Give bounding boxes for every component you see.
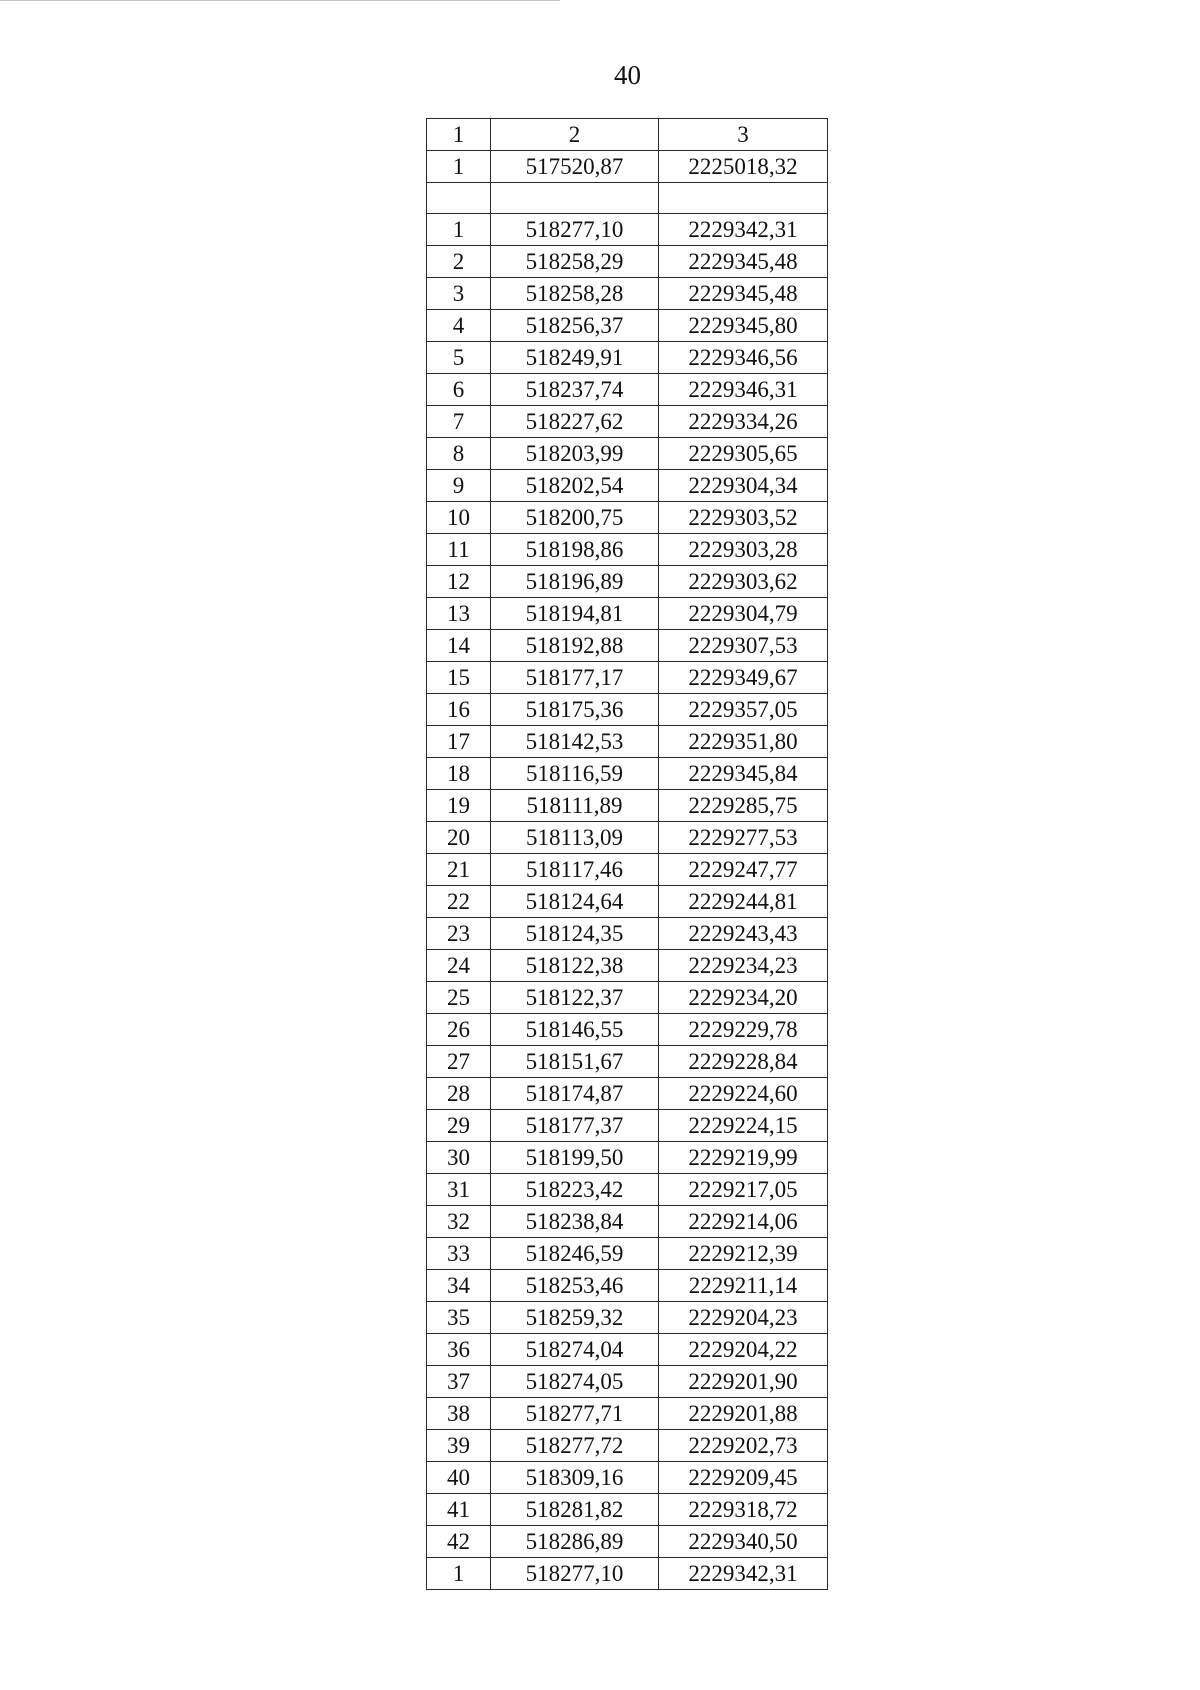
- y-coordinate-cell: 2229334,26: [659, 406, 828, 438]
- point-number-cell: 12: [427, 566, 491, 598]
- y-coordinate-cell: 2229224,60: [659, 1078, 828, 1110]
- x-coordinate-cell: 518237,74: [491, 374, 659, 406]
- x-coordinate-cell: 518196,89: [491, 566, 659, 598]
- point-number-cell: 6: [427, 374, 491, 406]
- empty-cell: [659, 183, 828, 214]
- point-number-cell: 11: [427, 534, 491, 566]
- y-coordinate-cell: 2229351,80: [659, 726, 828, 758]
- table-row: [427, 630, 828, 662]
- y-coordinate-cell: 2229209,45: [659, 1462, 828, 1494]
- y-coordinate-cell: 2229349,67: [659, 662, 828, 694]
- point-number-cell: 1: [427, 214, 491, 246]
- table-row: [427, 214, 828, 246]
- table-row: [427, 1302, 828, 1334]
- table-row: [427, 1558, 828, 1590]
- table-row: [427, 1430, 828, 1462]
- table-row: [427, 1110, 828, 1142]
- y-coordinate-cell: 2229357,05: [659, 694, 828, 726]
- y-coordinate-cell: 2229346,31: [659, 374, 828, 406]
- y-coordinate-cell: 2229342,31: [659, 214, 828, 246]
- point-number-cell: 15: [427, 662, 491, 694]
- point-number-cell: 20: [427, 822, 491, 854]
- table-row: [427, 502, 828, 534]
- y-coordinate-cell: 2229345,48: [659, 246, 828, 278]
- y-coordinate-cell: 2229201,90: [659, 1366, 828, 1398]
- y-coordinate-cell: 2229303,52: [659, 502, 828, 534]
- table-row: [427, 406, 828, 438]
- x-coordinate-cell: 518117,46: [491, 854, 659, 886]
- table-row: [427, 1334, 828, 1366]
- x-coordinate-cell: 518200,75: [491, 502, 659, 534]
- table-row: [427, 438, 828, 470]
- point-number-cell: 21: [427, 854, 491, 886]
- y-coordinate-cell: 2229229,78: [659, 1014, 828, 1046]
- y-coordinate-cell: 2229217,05: [659, 1174, 828, 1206]
- empty-separator-row: [427, 183, 828, 214]
- table-row: [427, 278, 828, 310]
- empty-cell: [491, 183, 659, 214]
- table-row: [427, 1142, 828, 1174]
- x-coordinate-cell: 517520,87: [491, 151, 659, 183]
- y-coordinate-cell: 2225018,32: [659, 151, 828, 183]
- point-number-cell: 23: [427, 918, 491, 950]
- point-number-cell: 2: [427, 246, 491, 278]
- point-number-cell: 14: [427, 630, 491, 662]
- x-coordinate-cell: 518122,37: [491, 982, 659, 1014]
- point-number-cell: 24: [427, 950, 491, 982]
- y-coordinate-cell: 2229346,56: [659, 342, 828, 374]
- y-coordinate-cell: 2229345,48: [659, 278, 828, 310]
- table-row: [427, 566, 828, 598]
- x-coordinate-cell: 518202,54: [491, 470, 659, 502]
- table-row: [427, 246, 828, 278]
- y-coordinate-cell: 2229234,20: [659, 982, 828, 1014]
- y-coordinate-cell: 2229303,28: [659, 534, 828, 566]
- table-row: [427, 790, 828, 822]
- y-coordinate-cell: 2229345,84: [659, 758, 828, 790]
- table-row: [427, 1270, 828, 1302]
- y-coordinate-cell: 2229244,81: [659, 886, 828, 918]
- table-row: [427, 1398, 828, 1430]
- x-coordinate-cell: 518274,04: [491, 1334, 659, 1366]
- point-number-cell: 22: [427, 886, 491, 918]
- y-coordinate-cell: 2229243,43: [659, 918, 828, 950]
- y-coordinate-cell: 2229285,75: [659, 790, 828, 822]
- point-number-cell: 17: [427, 726, 491, 758]
- coordinates-table-body: [427, 119, 828, 1590]
- y-coordinate-cell: 2229304,34: [659, 470, 828, 502]
- table-row: [427, 1238, 828, 1270]
- y-coordinate-cell: 2229340,50: [659, 1526, 828, 1558]
- x-coordinate-cell: 518192,88: [491, 630, 659, 662]
- point-number-cell: 25: [427, 982, 491, 1014]
- point-number-cell: 13: [427, 598, 491, 630]
- point-number-cell: 42: [427, 1526, 491, 1558]
- x-coordinate-cell: 518277,71: [491, 1398, 659, 1430]
- y-coordinate-cell: 2229214,06: [659, 1206, 828, 1238]
- table-row: [427, 822, 828, 854]
- point-number-cell: 39: [427, 1430, 491, 1462]
- y-coordinate-cell: 2229228,84: [659, 1046, 828, 1078]
- table-row: [427, 470, 828, 502]
- x-coordinate-cell: 518249,91: [491, 342, 659, 374]
- x-coordinate-cell: 518238,84: [491, 1206, 659, 1238]
- x-coordinate-cell: 518198,86: [491, 534, 659, 566]
- point-number-cell: 35: [427, 1302, 491, 1334]
- point-number-cell: 29: [427, 1110, 491, 1142]
- y-coordinate-cell: 2229201,88: [659, 1398, 828, 1430]
- point-number-cell: 19: [427, 790, 491, 822]
- point-number-cell: 16: [427, 694, 491, 726]
- point-number-cell: 36: [427, 1334, 491, 1366]
- empty-cell: [427, 183, 491, 214]
- table-row: [427, 1174, 828, 1206]
- header-cell: 3: [659, 119, 828, 151]
- table-row: [427, 694, 828, 726]
- point-number-cell: 31: [427, 1174, 491, 1206]
- table-row: [427, 1462, 828, 1494]
- x-coordinate-cell: 518142,53: [491, 726, 659, 758]
- table-row: [427, 918, 828, 950]
- x-coordinate-cell: 518277,10: [491, 1558, 659, 1590]
- y-coordinate-cell: 2229204,22: [659, 1334, 828, 1366]
- x-coordinate-cell: 518194,81: [491, 598, 659, 630]
- point-number-cell: 41: [427, 1494, 491, 1526]
- y-coordinate-cell: 2229305,65: [659, 438, 828, 470]
- table-row: [427, 342, 828, 374]
- y-coordinate-cell: 2229224,15: [659, 1110, 828, 1142]
- point-number-cell: 28: [427, 1078, 491, 1110]
- table-row: [427, 1494, 828, 1526]
- y-coordinate-cell: 2229277,53: [659, 822, 828, 854]
- point-number-cell: 38: [427, 1398, 491, 1430]
- point-number-cell: 3: [427, 278, 491, 310]
- point-number-cell: 18: [427, 758, 491, 790]
- x-coordinate-cell: 518274,05: [491, 1366, 659, 1398]
- x-coordinate-cell: 518259,32: [491, 1302, 659, 1334]
- point-number-cell: 27: [427, 1046, 491, 1078]
- table-row: [427, 726, 828, 758]
- table-row: [427, 598, 828, 630]
- table-row: [427, 1014, 828, 1046]
- x-coordinate-cell: 518258,29: [491, 246, 659, 278]
- x-coordinate-cell: 518277,72: [491, 1430, 659, 1462]
- scan-edge-line: [0, 0, 560, 1]
- table-row: [427, 950, 828, 982]
- point-number-cell: 1: [427, 151, 491, 183]
- table-row: [427, 310, 828, 342]
- header-cell: 2: [491, 119, 659, 151]
- x-coordinate-cell: 518223,42: [491, 1174, 659, 1206]
- x-coordinate-cell: 518203,99: [491, 438, 659, 470]
- table-row: [427, 1366, 828, 1398]
- y-coordinate-cell: 2229204,23: [659, 1302, 828, 1334]
- table-row: [427, 534, 828, 566]
- table-row: [427, 1046, 828, 1078]
- x-coordinate-cell: 518177,17: [491, 662, 659, 694]
- y-coordinate-cell: 2229342,31: [659, 1558, 828, 1590]
- table-row: [427, 854, 828, 886]
- point-number-cell: 1: [427, 1558, 491, 1590]
- table-row: [427, 1078, 828, 1110]
- x-coordinate-cell: 518124,64: [491, 886, 659, 918]
- x-coordinate-cell: 518227,62: [491, 406, 659, 438]
- x-coordinate-cell: 518256,37: [491, 310, 659, 342]
- y-coordinate-cell: 2229247,77: [659, 854, 828, 886]
- y-coordinate-cell: 2229202,73: [659, 1430, 828, 1462]
- point-number-cell: 4: [427, 310, 491, 342]
- x-coordinate-cell: 518277,10: [491, 214, 659, 246]
- point-number-cell: 40: [427, 1462, 491, 1494]
- x-coordinate-cell: 518175,36: [491, 694, 659, 726]
- point-number-cell: 32: [427, 1206, 491, 1238]
- point-number-cell: 34: [427, 1270, 491, 1302]
- page-number: 40: [614, 60, 641, 90]
- table-row: [427, 1526, 828, 1558]
- point-number-cell: 37: [427, 1366, 491, 1398]
- x-coordinate-cell: 518146,55: [491, 1014, 659, 1046]
- y-coordinate-cell: 2229318,72: [659, 1494, 828, 1526]
- x-coordinate-cell: 518286,89: [491, 1526, 659, 1558]
- point-number-cell: 5: [427, 342, 491, 374]
- y-coordinate-cell: 2229211,14: [659, 1270, 828, 1302]
- y-coordinate-cell: 2229307,53: [659, 630, 828, 662]
- point-number-cell: 10: [427, 502, 491, 534]
- table-row: [427, 374, 828, 406]
- table-row: [427, 1206, 828, 1238]
- coordinates-table: [426, 118, 828, 1590]
- table-header-row: [427, 119, 828, 151]
- x-coordinate-cell: 518177,37: [491, 1110, 659, 1142]
- x-coordinate-cell: 518174,87: [491, 1078, 659, 1110]
- point-number-cell: 26: [427, 1014, 491, 1046]
- x-coordinate-cell: 518124,35: [491, 918, 659, 950]
- x-coordinate-cell: 518151,67: [491, 1046, 659, 1078]
- y-coordinate-cell: 2229304,79: [659, 598, 828, 630]
- header-cell: 1: [427, 119, 491, 151]
- x-coordinate-cell: 518258,28: [491, 278, 659, 310]
- x-coordinate-cell: 518281,82: [491, 1494, 659, 1526]
- point-number-cell: 30: [427, 1142, 491, 1174]
- x-coordinate-cell: 518122,38: [491, 950, 659, 982]
- point-number-cell: 33: [427, 1238, 491, 1270]
- y-coordinate-cell: 2229345,80: [659, 310, 828, 342]
- table-row: [427, 151, 828, 183]
- x-coordinate-cell: 518246,59: [491, 1238, 659, 1270]
- table-row: [427, 758, 828, 790]
- point-number-cell: 7: [427, 406, 491, 438]
- x-coordinate-cell: 518113,09: [491, 822, 659, 854]
- table-row: [427, 982, 828, 1014]
- point-number-cell: 9: [427, 470, 491, 502]
- table-row: [427, 886, 828, 918]
- table-row: [427, 662, 828, 694]
- x-coordinate-cell: 518111,89: [491, 790, 659, 822]
- y-coordinate-cell: 2229219,99: [659, 1142, 828, 1174]
- x-coordinate-cell: 518199,50: [491, 1142, 659, 1174]
- y-coordinate-cell: 2229212,39: [659, 1238, 828, 1270]
- x-coordinate-cell: 518253,46: [491, 1270, 659, 1302]
- point-number-cell: 8: [427, 438, 491, 470]
- y-coordinate-cell: 2229234,23: [659, 950, 828, 982]
- x-coordinate-cell: 518116,59: [491, 758, 659, 790]
- x-coordinate-cell: 518309,16: [491, 1462, 659, 1494]
- y-coordinate-cell: 2229303,62: [659, 566, 828, 598]
